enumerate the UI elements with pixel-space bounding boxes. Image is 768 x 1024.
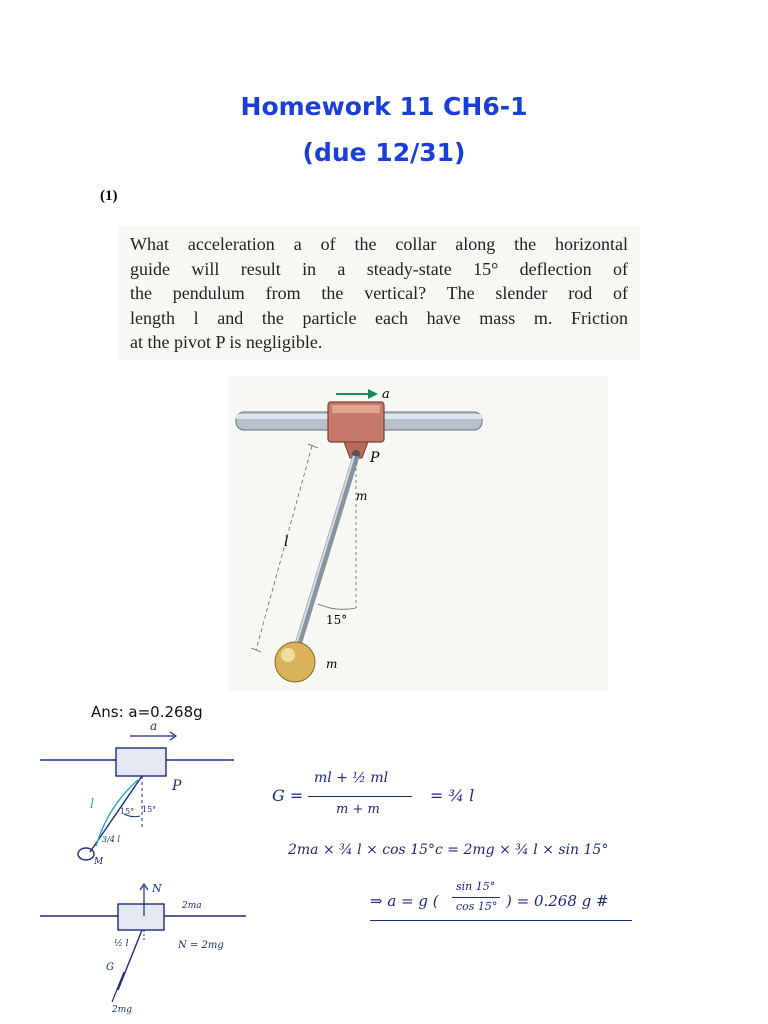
sketch-angle: 15° [120, 807, 135, 816]
sketch-accel: a [150, 719, 158, 733]
homework-title: Homework 11 CH6-1 [240, 92, 528, 121]
pendulum-figure [228, 376, 608, 691]
answer: Ans: a=0.268g [91, 703, 203, 721]
result-lhs: ⇒ a = g ( [370, 892, 439, 910]
acceleration-label: a [382, 387, 390, 402]
sketch-particle [78, 848, 94, 860]
sketch-angle-2: 15° [142, 805, 157, 814]
centroid-result: = ¾ l [430, 786, 475, 805]
result-denominator: cos 15° [456, 900, 498, 913]
sketch2-collar [118, 904, 164, 930]
centroid-denominator: m + m [336, 802, 380, 817]
fraction-bar [308, 796, 412, 797]
problem-line: guide will result in a steady-state 15° deflection of [130, 258, 628, 279]
centroid-lhs: G = [272, 786, 304, 805]
centroid-numerator: ml + ½ ml [314, 770, 389, 786]
problem-line: the pendulum from the vertical? The slender rod of [130, 283, 628, 303]
sketch-pivot: P [172, 778, 182, 794]
pivot-label: P [370, 450, 380, 466]
sketch-three-quarter: 3/4 l [102, 835, 120, 844]
problem-line: length l and the particle each have mass m. Friction [130, 307, 628, 328]
due-date: (due 12/31) [302, 138, 466, 167]
sketch2-inertia: 2ma [182, 901, 202, 911]
sketch2-centroid: G [106, 962, 114, 973]
sketch-free-body-2 [38, 880, 248, 1020]
sketch-mass: M [94, 857, 104, 867]
particle [275, 642, 315, 682]
question-number: (1) [100, 188, 118, 204]
rod-mass-label: m [356, 489, 368, 503]
sketch2-normal-eq: N = 2mg [178, 940, 224, 951]
result-rhs: ) = 0.268 g # [506, 892, 609, 910]
angle-label: 15° [326, 613, 348, 627]
particle-mass-label: m [326, 657, 338, 671]
acceleration-arrow [368, 389, 378, 399]
sketch2-half-length: ½ l [114, 939, 129, 949]
sketch-collar [116, 748, 166, 776]
result-underline [370, 920, 632, 921]
moment-equation: 2ma × ¾ l × cos 15°c = 2mg × ¾ l × sin 15° [288, 842, 609, 858]
result-fraction-bar [452, 897, 500, 898]
sketch2-weight: 2mg [112, 1005, 133, 1015]
length-label: l [284, 534, 289, 550]
sketch-length: l [90, 797, 95, 812]
result-numerator: sin 15° [456, 880, 496, 893]
problem-line: at the pivot P is negligible. [130, 332, 323, 352]
problem-line: What acceleration a of the collar along the horizontal [130, 234, 628, 254]
problem-statement [118, 226, 640, 360]
sketch-free-body-1 [38, 718, 248, 878]
sketch2-normal: N [152, 882, 162, 895]
